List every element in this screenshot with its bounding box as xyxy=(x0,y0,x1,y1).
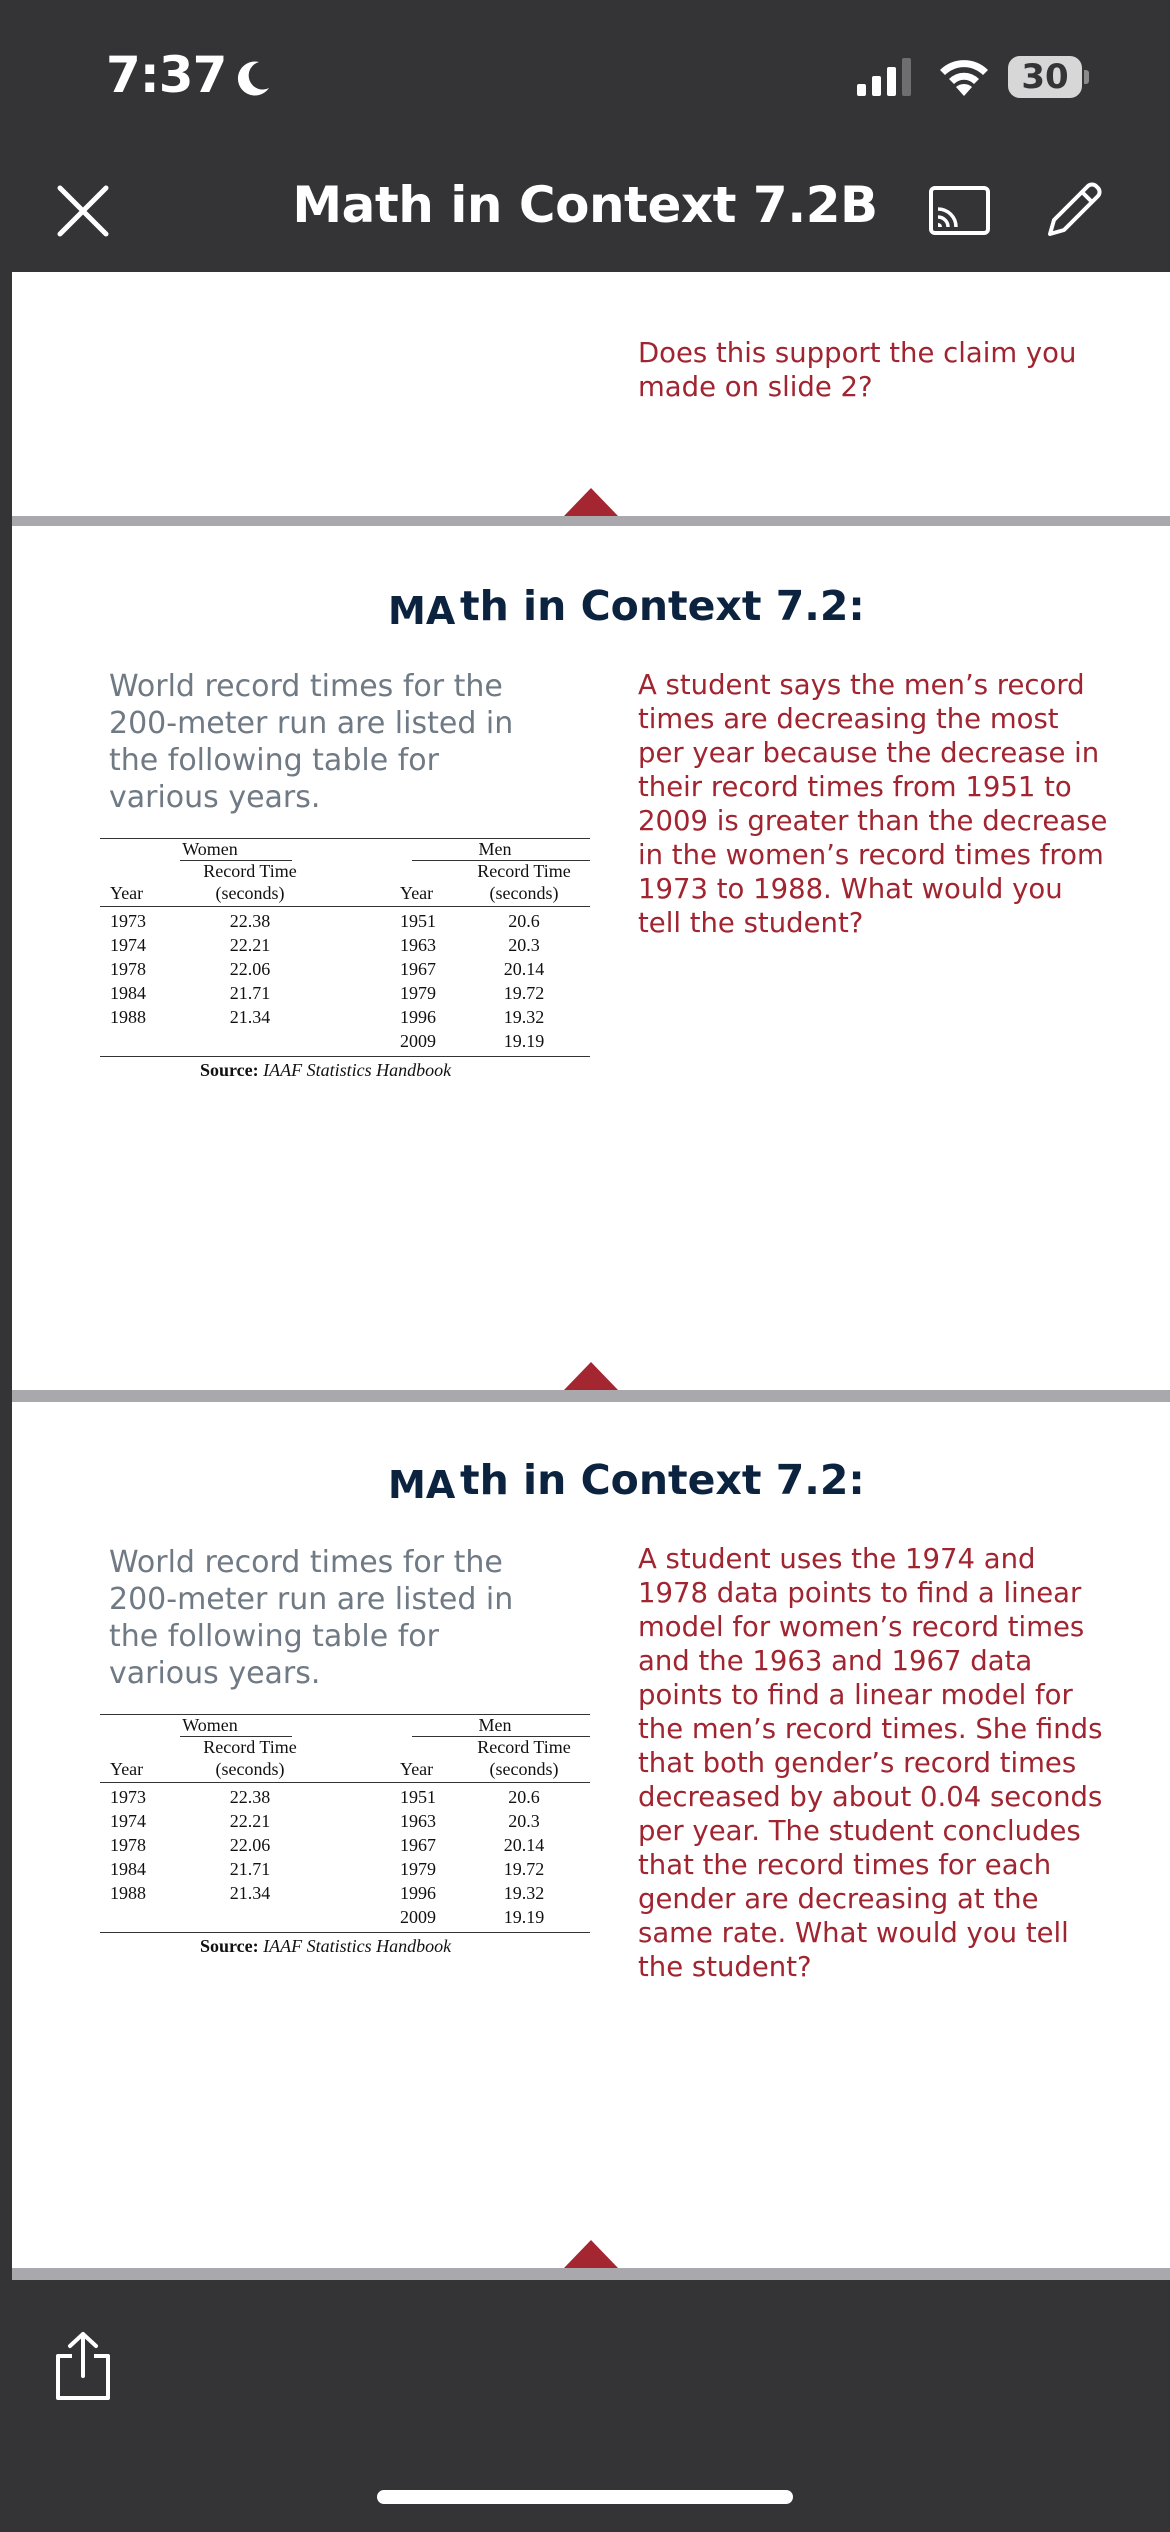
nav-bar xyxy=(0,150,1170,272)
slide-3-title: th in Context 7.2: xyxy=(460,1456,865,1504)
slide-2-marker xyxy=(564,1362,618,1390)
men-year-cell: 1967 xyxy=(400,1835,436,1855)
women-time-cell: 21.71 xyxy=(229,983,271,1003)
women-year-cell: 1978 xyxy=(110,1835,146,1855)
slide-3[interactable] xyxy=(12,1402,1170,2268)
arizona-logo xyxy=(388,1460,458,1506)
women-time-cell: 22.21 xyxy=(229,1811,271,1831)
wifi-icon xyxy=(936,54,992,98)
home-indicator[interactable] xyxy=(377,2490,793,2504)
women-year-cell: 1973 xyxy=(110,1787,146,1807)
men-header: Men xyxy=(478,1715,512,1735)
men-year-cell: 1996 xyxy=(400,1007,436,1027)
table-bottom-rule xyxy=(100,1056,590,1057)
slide-1-marker xyxy=(564,488,618,516)
women-seconds-header: (seconds) xyxy=(215,1759,285,1779)
status-time: 7:37 xyxy=(106,46,227,104)
men-seconds-header: (seconds) xyxy=(489,1759,559,1779)
women-time-cell: 22.06 xyxy=(229,1835,271,1855)
men-year-header: Year xyxy=(400,883,434,903)
bottom-toolbar xyxy=(0,2280,1170,2532)
men-header: Men xyxy=(478,839,512,859)
men-year-cell: 1951 xyxy=(400,911,436,931)
logo-letters: MA xyxy=(388,1463,456,1506)
men-year-cell: 1951 xyxy=(400,1787,436,1807)
men-time-cell: 19.19 xyxy=(503,1031,545,1051)
page-title: Math in Context 7.2B xyxy=(292,176,878,234)
men-time-cell: 20.3 xyxy=(508,935,540,955)
women-year-cell: 1974 xyxy=(110,1811,146,1831)
source-name: IAAF Statistics Handbook xyxy=(263,1936,452,1956)
table-source xyxy=(200,1060,451,1081)
edit-pencil-icon[interactable] xyxy=(1042,176,1108,242)
men-year-cell: 1963 xyxy=(400,935,436,955)
women-time-cell: 22.38 xyxy=(229,1787,271,1807)
women-year-cell: 1988 xyxy=(110,1883,146,1903)
women-year-cell: 1984 xyxy=(110,1859,146,1879)
women-year-cell: 1984 xyxy=(110,983,146,1003)
women-time-cell: 21.34 xyxy=(229,1883,271,1903)
women-record-time-header: Record Time xyxy=(203,861,297,881)
cast-icon[interactable] xyxy=(928,180,992,240)
women-seconds-header: (seconds) xyxy=(215,883,285,903)
women-year-header: Year xyxy=(110,883,144,903)
men-year-cell: 2009 xyxy=(400,1907,436,1927)
women-time-cell: 21.34 xyxy=(229,1007,271,1027)
slide-1[interactable] xyxy=(12,272,1170,516)
men-seconds-header: (seconds) xyxy=(489,883,559,903)
men-time-cell: 20.14 xyxy=(503,959,545,979)
battery-icon xyxy=(1008,56,1088,98)
battery-tip xyxy=(1084,70,1089,84)
slide-2[interactable] xyxy=(12,526,1170,1390)
men-time-cell: 19.72 xyxy=(503,983,545,1003)
men-time-cell: 20.14 xyxy=(503,1835,545,1855)
women-year-cell: 1988 xyxy=(110,1007,146,1027)
men-year-cell: 1963 xyxy=(400,1811,436,1831)
table-source xyxy=(200,1936,451,1957)
men-year-cell: 1979 xyxy=(400,1859,436,1879)
slide-2-question: A student says the men’s record times are decreasing the most per year because the decrease in their record times from 1951 to 2009 is greater than the decrease in the women’s record times from 1973 to 1988. What would you tell the student? xyxy=(638,669,1108,939)
women-record-time-header: Record Time xyxy=(203,1737,297,1757)
men-time-cell: 20.6 xyxy=(508,911,540,931)
arizona-logo xyxy=(388,586,458,632)
slide-3-marker xyxy=(564,2240,618,2268)
slide-3-question: A student uses the 1974 and 1978 data points to find a linear model for women’s record times and the 1963 and 1967 data points to find a linear model for the men’s record times. She finds that both gender’s record times decreased by about 0.04 seconds per year. The student concludes that the record times for each gender are decreasing at the same rate. What would you tell the student? xyxy=(638,1543,1103,1983)
men-time-cell: 20.6 xyxy=(508,1787,540,1807)
slide-3-heading xyxy=(372,1454,932,1514)
men-time-cell: 19.19 xyxy=(503,1907,545,1927)
women-time-cell: 22.38 xyxy=(229,911,271,931)
record-times-table xyxy=(100,1714,590,1974)
table-bottom-rule xyxy=(100,1932,590,1933)
status-bar xyxy=(0,0,1170,150)
slides-container[interactable] xyxy=(12,272,1170,2280)
men-time-cell: 20.3 xyxy=(508,1811,540,1831)
men-record-time-header: Record Time xyxy=(477,1737,571,1757)
men-time-cell: 19.32 xyxy=(503,1883,545,1903)
women-time-cell: 22.06 xyxy=(229,959,271,979)
share-icon[interactable] xyxy=(52,2330,114,2402)
battery-level: 30 xyxy=(1008,56,1082,98)
source-label: Source: xyxy=(200,1936,259,1956)
men-year-header: Year xyxy=(400,1759,434,1779)
moon-icon xyxy=(233,58,273,98)
logo-letters: MA xyxy=(388,589,456,632)
men-record-time-header: Record Time xyxy=(477,861,571,881)
women-time-cell: 22.21 xyxy=(229,935,271,955)
men-year-cell: 1996 xyxy=(400,1883,436,1903)
source-name: IAAF Statistics Handbook xyxy=(263,1060,452,1080)
women-year-cell: 1973 xyxy=(110,911,146,931)
men-year-cell: 1979 xyxy=(400,983,436,1003)
slide-3-intro: World record times for the 200-meter run are listed in the following table for various years. xyxy=(109,1545,514,1691)
table-header-rule xyxy=(100,1782,590,1783)
source-label: Source: xyxy=(200,1060,259,1080)
women-header: Women xyxy=(182,1715,238,1735)
women-year-cell: 1978 xyxy=(110,959,146,979)
men-year-cell: 1967 xyxy=(400,959,436,979)
men-time-cell: 19.32 xyxy=(503,1007,545,1027)
table-header-rule xyxy=(100,906,590,907)
slide-2-intro: World record times for the 200-meter run are listed in the following table for various years. xyxy=(109,669,514,815)
slide-2-title: th in Context 7.2: xyxy=(460,582,865,630)
women-header: Women xyxy=(182,839,238,859)
women-year-header: Year xyxy=(110,1759,144,1779)
slide-2-heading xyxy=(372,580,932,640)
women-year-cell: 1974 xyxy=(110,935,146,955)
women-time-cell: 21.71 xyxy=(229,1859,271,1879)
cellular-signal-icon xyxy=(855,58,915,96)
slide-1-prompt: Does this support the claim you made on slide 2? xyxy=(638,337,1077,403)
men-time-cell: 19.72 xyxy=(503,1859,545,1879)
record-times-table xyxy=(100,838,590,1098)
men-year-cell: 2009 xyxy=(400,1031,436,1051)
